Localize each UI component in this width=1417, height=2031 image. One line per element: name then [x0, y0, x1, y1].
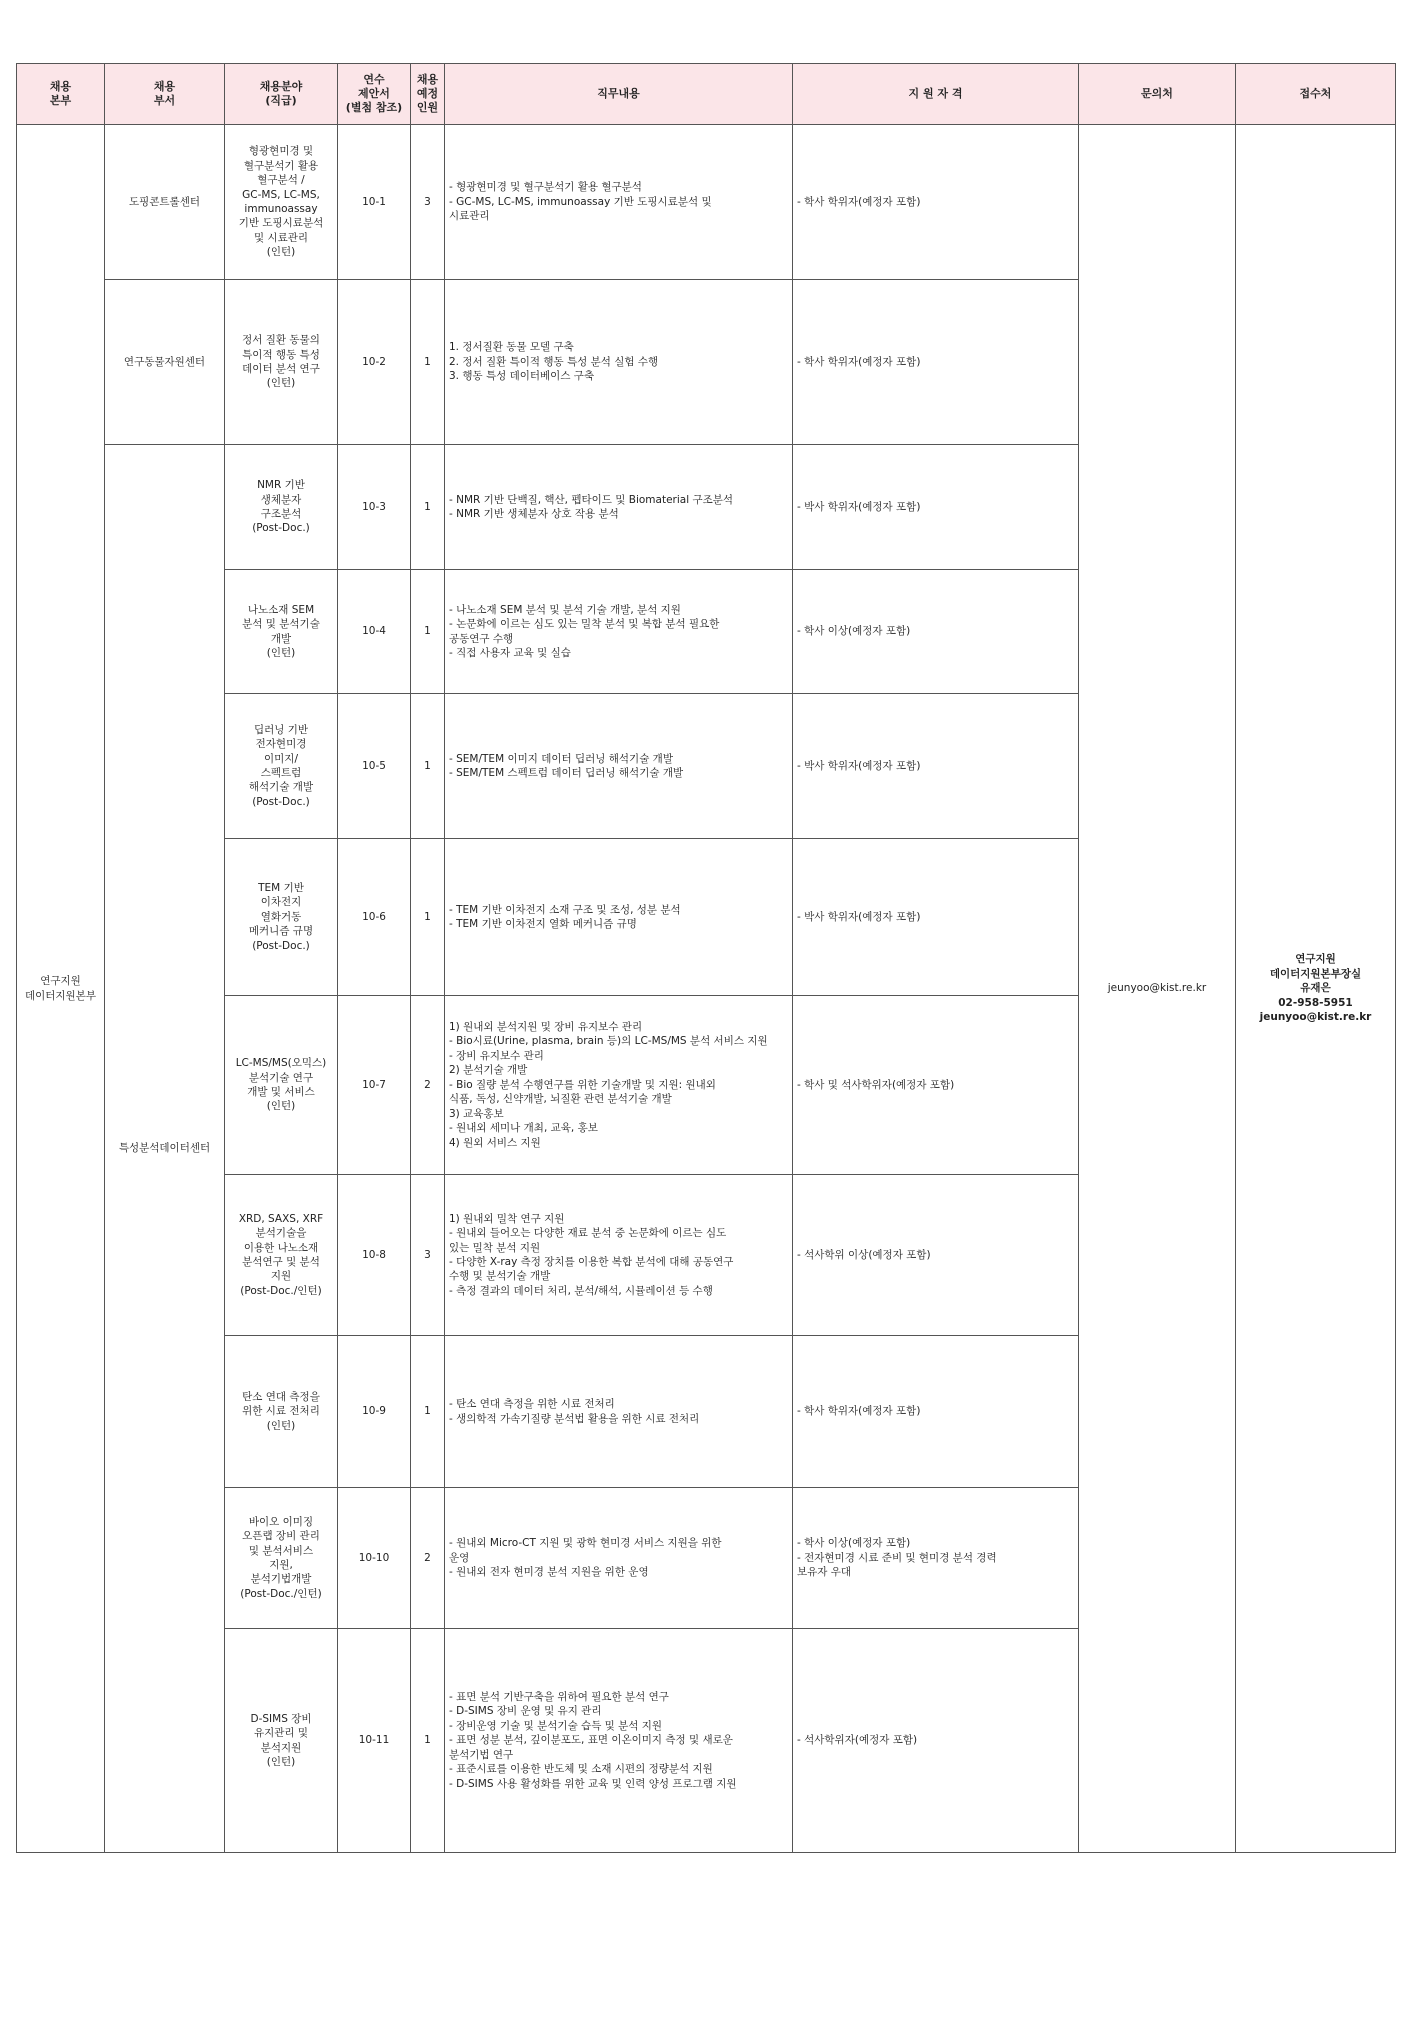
- count-cell: 1: [411, 1629, 445, 1853]
- duties-cell: - 원내외 Micro-CT 지원 및 광학 현미경 서비스 지원을 위한 운영 - 원내외 전자 현미경 분석 지원을 위한 운영: [445, 1488, 793, 1629]
- qualification-cell: - 학사 이상(예정자 포함) - 전자현미경 시료 준비 및 현미경 분석 경력 보유자 우대: [793, 1488, 1079, 1629]
- duties-cell: - 표면 분석 기반구축을 위하여 필요한 분석 연구 - D-SIMS 장비 운영 및 유지 관리 - 장비운영 기술 및 분석기술 습득 및 분석 지원 - 표면 성분 분석, 깊이분포도, 표면 이온이미지 측정 및 새로운 분석기법 연구 - 표준시료를 이용한 반도체 및 소재 시편의 정량분석 지원 - D-SIMS 사용 활성화를 위한 교육 및 인력 양성 프로그램 지원: [445, 1629, 793, 1853]
- duties-cell: 1. 정서질환 동물 모델 구축 2. 정서 질환 특이적 행동 특성 분석 실험 수행 3. 행동 특성 데이터베이스 구축: [445, 280, 793, 445]
- proposal-cell: 10-7: [338, 996, 411, 1175]
- count-cell: 2: [411, 1488, 445, 1629]
- qualification-cell: - 석사학위자(예정자 포함): [793, 1629, 1079, 1853]
- qualification-cell: - 박사 학위자(예정자 포함): [793, 445, 1079, 570]
- proposal-cell: 10-3: [338, 445, 411, 570]
- header-division: 채용 본부: [17, 64, 105, 125]
- header-field: 채용분야 (직급): [225, 64, 338, 125]
- reception-cell: 연구지원 데이터지원본부장실 유재은 02-958-5951 jeunyoo@kist.re.kr: [1236, 125, 1396, 1853]
- department-cell: 도핑콘트롤센터: [105, 125, 225, 280]
- qualification-cell: - 학사 학위자(예정자 포함): [793, 280, 1079, 445]
- field-cell: NMR 기반 생체분자 구조분석 (Post-Doc.): [225, 445, 338, 570]
- proposal-cell: 10-6: [338, 839, 411, 996]
- recruitment-table: [16, 63, 1396, 1853]
- proposal-cell: 10-1: [338, 125, 411, 280]
- duties-cell: - 형광현미경 및 혈구분석기 활용 혈구분석 - GC-MS, LC-MS, immunoassay 기반 도핑시료분석 및 시료관리: [445, 125, 793, 280]
- division-cell: 연구지원 데이터지원본부: [17, 125, 105, 1853]
- count-cell: 1: [411, 280, 445, 445]
- qualification-cell: - 박사 학위자(예정자 포함): [793, 839, 1079, 996]
- qualification-cell: - 석사학위 이상(예정자 포함): [793, 1175, 1079, 1336]
- duties-cell: - SEM/TEM 이미지 데이터 딥러닝 해석기술 개발 - SEM/TEM 스펙트럼 데이터 딥러닝 해석기술 개발: [445, 694, 793, 839]
- department-cell: 연구동물자원센터: [105, 280, 225, 445]
- count-cell: 1: [411, 1336, 445, 1488]
- field-cell: 형광현미경 및 혈구분석기 활용 혈구분석 / GC-MS, LC-MS, immunoassay 기반 도핑시료분석 및 시료관리 (인턴): [225, 125, 338, 280]
- field-cell: TEM 기반 이차전지 열화거동 메커니즘 규명 (Post-Doc.): [225, 839, 338, 996]
- duties-cell: 1) 원내외 분석지원 및 장비 유지보수 관리 - Bio시료(Urine, plasma, brain 등)의 LC-MS/MS 분석 서비스 지원 - 장비 유지보수 관리 2) 분석기술 개발 - Bio 질량 분석 수행연구를 위한 기술개발 및 지원: 원내외 식품, 독성, 신약개발, 뇌질환 관련 분석기술 개발 3) 교육홍보 - 원내외 세미나 개최, 교육, 홍보 4) 원외 서비스 지원: [445, 996, 793, 1175]
- table-row: [17, 125, 1396, 280]
- field-cell: 나노소재 SEM 분석 및 분석기술 개발 (인턴): [225, 570, 338, 694]
- qualification-cell: - 학사 학위자(예정자 포함): [793, 1336, 1079, 1488]
- department-cell: 특성분석데이터센터: [105, 445, 225, 1853]
- proposal-cell: 10-8: [338, 1175, 411, 1336]
- field-cell: 딥러닝 기반 전자현미경 이미지/ 스펙트럼 해석기술 개발 (Post-Doc.): [225, 694, 338, 839]
- header-contact: 문의처: [1079, 64, 1236, 125]
- proposal-cell: 10-2: [338, 280, 411, 445]
- duties-cell: - 나노소재 SEM 분석 및 분석 기술 개발, 분석 지원 - 논문화에 이르는 심도 있는 밀착 분석 및 복합 분석 필요한 공동연구 수행 - 직접 사용자 교육 및 실습: [445, 570, 793, 694]
- duties-cell: - 탄소 연대 측정을 위한 시료 전처리 - 생의학적 가속기질량 분석법 활용을 위한 시료 전처리: [445, 1336, 793, 1488]
- field-cell: 정서 질환 동물의 특이적 행동 특성 데이터 분석 연구 (인턴): [225, 280, 338, 445]
- count-cell: 1: [411, 839, 445, 996]
- field-cell: D-SIMS 장비 유지관리 및 분석지원 (인턴): [225, 1629, 338, 1853]
- header-qualification: 지 원 자 격: [793, 64, 1079, 125]
- proposal-cell: 10-11: [338, 1629, 411, 1853]
- qualification-cell: - 학사 학위자(예정자 포함): [793, 125, 1079, 280]
- duties-cell: - NMR 기반 단백질, 핵산, 펩타이드 및 Biomaterial 구조분석 - NMR 기반 생체분자 상호 작용 분석: [445, 445, 793, 570]
- proposal-cell: 10-4: [338, 570, 411, 694]
- count-cell: 1: [411, 694, 445, 839]
- field-cell: 바이오 이미징 오픈랩 장비 관리 및 분석서비스 지원, 분석기법개발 (Post-Doc./인턴): [225, 1488, 338, 1629]
- field-cell: 탄소 연대 측정을 위한 시료 전처리 (인턴): [225, 1336, 338, 1488]
- proposal-cell: 10-10: [338, 1488, 411, 1629]
- field-cell: LC-MS/MS(오믹스) 분석기술 연구 개발 및 서비스 (인턴): [225, 996, 338, 1175]
- duties-cell: 1) 원내외 밀착 연구 지원 - 원내외 들어오는 다양한 재료 분석 중 논문화에 이르는 심도 있는 밀착 분석 지원 - 다양한 X-ray 측정 장치를 이용한 복합 분석에 대해 공동연구 수행 및 분석기술 개발 - 측정 결과의 데이터 처리, 분석/해석, 시뮬레이션 등 수행: [445, 1175, 793, 1336]
- count-cell: 3: [411, 1175, 445, 1336]
- header-duties: 직무내용: [445, 64, 793, 125]
- header-row: [17, 64, 1396, 125]
- qualification-cell: - 박사 학위자(예정자 포함): [793, 694, 1079, 839]
- proposal-cell: 10-9: [338, 1336, 411, 1488]
- contact-email[interactable]: jeunyoo@kist.re.kr: [1079, 125, 1236, 1853]
- header-count: 채용 예정 인원: [411, 64, 445, 125]
- count-cell: 1: [411, 570, 445, 694]
- qualification-cell: - 학사 이상(예정자 포함): [793, 570, 1079, 694]
- count-cell: 2: [411, 996, 445, 1175]
- count-cell: 3: [411, 125, 445, 280]
- header-reception: 접수처: [1236, 64, 1396, 125]
- qualification-cell: - 학사 및 석사학위자(예정자 포함): [793, 996, 1079, 1175]
- count-cell: 1: [411, 445, 445, 570]
- field-cell: XRD, SAXS, XRF 분석기술을 이용한 나노소재 분석연구 및 분석 지원 (Post-Doc./인턴): [225, 1175, 338, 1336]
- proposal-cell: 10-5: [338, 694, 411, 839]
- header-proposal: 연수 제안서 (별첨 참조): [338, 64, 411, 125]
- header-department: 채용 부서: [105, 64, 225, 125]
- duties-cell: - TEM 기반 이차전지 소재 구조 및 조성, 성분 분석 - TEM 기반 이차전지 열화 메커니즘 규명: [445, 839, 793, 996]
